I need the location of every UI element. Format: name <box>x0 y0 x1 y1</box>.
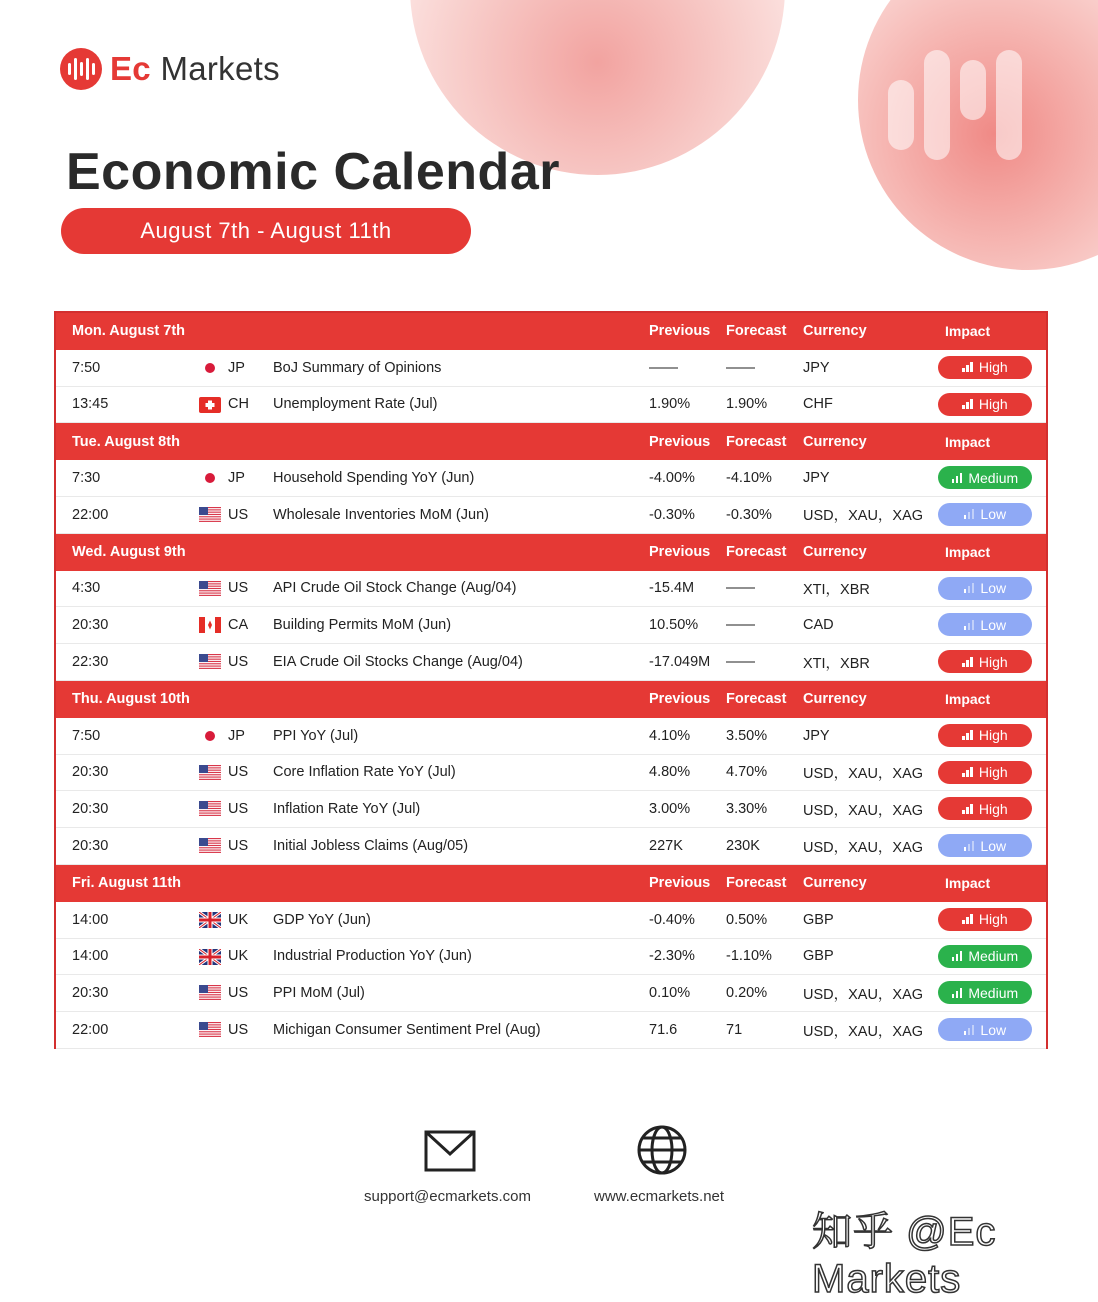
jp-flag-icon <box>199 728 221 744</box>
us-flag-icon <box>199 985 221 1001</box>
forecast-value: —— <box>726 359 755 376</box>
currency-list: JPY <box>803 470 830 487</box>
impact-label: Low <box>980 837 1007 854</box>
ca-flag-icon <box>199 617 221 633</box>
day-header-row <box>56 865 1046 902</box>
previous-value: -2.30% <box>649 948 695 965</box>
currency-list: USD，XAU，XAG <box>803 765 924 782</box>
country-code: CH <box>228 396 249 413</box>
ch-flag-icon <box>199 397 221 413</box>
currency-list: GBP <box>803 911 834 928</box>
column-previous: Previous <box>649 691 711 708</box>
logo-watermark-icon <box>888 50 1048 160</box>
previous-value: -0.30% <box>649 506 695 523</box>
forecast-value: 0.20% <box>726 985 768 1002</box>
signal-bars-icon <box>952 470 963 486</box>
event-time: 14:00 <box>72 948 109 965</box>
website-link[interactable]: www.ecmarkets.net <box>594 1188 725 1205</box>
previous-value: 4.80% <box>649 764 691 781</box>
column-currency: Currency <box>803 323 867 340</box>
currency-list: USD，XAU，XAG <box>803 802 924 819</box>
impact-label: High <box>978 396 1008 413</box>
impact-label: Medium <box>968 948 1019 965</box>
event-name: Unemployment Rate (Jul) <box>273 396 438 413</box>
forecast-value: —— <box>726 617 755 634</box>
event-name: Building Permits MoM (Jun) <box>273 617 452 634</box>
currency-list: JPY <box>803 727 830 744</box>
previous-value: 1.90% <box>649 396 691 413</box>
currency-list: XTI，XBR <box>803 655 870 672</box>
previous-value: -15.4M <box>649 580 695 597</box>
us-flag-icon <box>199 765 221 781</box>
column-impact: Impact <box>945 691 991 708</box>
country-code: US <box>228 764 249 781</box>
impact-badge <box>938 650 1032 673</box>
signal-bars-icon <box>952 985 963 1001</box>
impact-label: Low <box>980 616 1007 633</box>
country-code: UK <box>228 911 249 928</box>
day-label: Tue. August 8th <box>72 433 180 450</box>
signal-bars-icon <box>962 764 973 780</box>
event-row[interactable] <box>56 975 1046 1012</box>
event-time: 7:50 <box>72 727 101 744</box>
signal-bars-icon <box>964 506 975 522</box>
event-row[interactable] <box>56 607 1046 644</box>
currency-list: CHF <box>803 396 833 413</box>
uk-flag-icon <box>199 949 221 965</box>
column-forecast: Forecast <box>726 544 787 561</box>
impact-label: Low <box>980 580 1007 597</box>
country-code: US <box>228 654 249 671</box>
previous-value: -17.049M <box>649 654 711 671</box>
forecast-value: 230K <box>726 838 760 855</box>
email-icon <box>424 1130 476 1177</box>
impact-label: Medium <box>968 984 1019 1001</box>
signal-bars-icon <box>964 617 975 633</box>
day-label: Thu. August 10th <box>72 691 190 708</box>
event-name: Industrial Production YoY (Jun) <box>273 948 472 965</box>
event-name: API Crude Oil Stock Change (Aug/04) <box>273 580 517 597</box>
impact-badge <box>938 724 1032 747</box>
impact-badge <box>938 577 1032 600</box>
country-code: JP <box>228 470 245 487</box>
impact-label: Medium <box>968 469 1019 486</box>
event-time: 13:45 <box>72 396 109 413</box>
impact-label: High <box>978 764 1008 781</box>
signal-bars-icon <box>952 948 963 964</box>
event-row[interactable] <box>56 644 1046 681</box>
column-currency: Currency <box>803 691 867 708</box>
currency-list: USD，XAU，XAG <box>803 986 924 1003</box>
currency-list: JPY <box>803 359 830 376</box>
country-code: CA <box>228 617 249 634</box>
uk-flag-icon <box>199 912 221 928</box>
previous-value: -0.40% <box>649 911 695 928</box>
forecast-value: 0.50% <box>726 911 768 928</box>
column-currency: Currency <box>803 875 867 892</box>
event-row[interactable] <box>56 791 1046 828</box>
event-time: 20:30 <box>72 764 109 781</box>
impact-badge <box>938 908 1032 931</box>
day-header-row <box>56 681 1046 718</box>
event-time: 14:00 <box>72 911 109 928</box>
zhihu-watermark: 知乎 @Ec Markets <box>812 1210 997 1301</box>
event-name: EIA Crude Oil Stocks Change (Aug/04) <box>273 654 523 671</box>
country-code: JP <box>228 727 245 744</box>
forecast-value: 4.70% <box>726 764 768 781</box>
column-previous: Previous <box>649 323 711 340</box>
event-row[interactable] <box>56 387 1046 424</box>
previous-value: 227K <box>649 838 683 855</box>
impact-badge <box>938 356 1032 379</box>
event-time: 4:30 <box>72 580 101 597</box>
forecast-value: -4.10% <box>726 470 772 487</box>
country-code: UK <box>228 948 249 965</box>
previous-value: —— <box>649 359 678 376</box>
event-row[interactable] <box>56 571 1046 608</box>
impact-badge <box>938 981 1032 1004</box>
event-row[interactable] <box>56 902 1046 939</box>
day-label: Mon. August 7th <box>72 323 186 340</box>
jp-flag-icon <box>199 360 221 376</box>
impact-badge <box>938 466 1032 489</box>
currency-list: XTI，XBR <box>803 581 870 598</box>
impact-badge <box>938 761 1032 784</box>
event-row[interactable] <box>56 1012 1046 1049</box>
forecast-value: 71 <box>726 1022 743 1039</box>
impact-badge <box>938 503 1032 526</box>
event-row[interactable] <box>56 755 1046 792</box>
impact-label: High <box>978 911 1008 928</box>
support-email-link[interactable]: support@ecmarkets.com <box>364 1188 531 1205</box>
event-row[interactable] <box>56 939 1046 976</box>
impact-badge <box>938 945 1032 968</box>
country-code: US <box>228 985 249 1002</box>
forecast-value: 3.50% <box>726 727 768 744</box>
signal-bars-icon <box>964 838 975 854</box>
signal-bars-icon <box>964 1022 975 1038</box>
forecast-value: -0.30% <box>726 506 772 523</box>
column-currency: Currency <box>803 544 867 561</box>
signal-bars-icon <box>962 654 973 670</box>
event-time: 20:30 <box>72 801 109 818</box>
event-time: 7:50 <box>72 359 101 376</box>
us-flag-icon <box>199 507 221 523</box>
forecast-value: 1.90% <box>726 396 768 413</box>
column-forecast: Forecast <box>726 323 787 340</box>
brand-logo[interactable] <box>60 48 280 90</box>
us-flag-icon <box>199 838 221 854</box>
column-forecast: Forecast <box>726 875 787 892</box>
event-time: 20:30 <box>72 617 109 634</box>
event-row[interactable] <box>56 460 1046 497</box>
column-currency: Currency <box>803 433 867 450</box>
column-previous: Previous <box>649 875 711 892</box>
event-row[interactable] <box>56 718 1046 755</box>
country-code: US <box>228 506 249 523</box>
previous-value: -4.00% <box>649 470 695 487</box>
impact-badge <box>938 834 1032 857</box>
event-name: Core Inflation Rate YoY (Jul) <box>273 764 456 781</box>
previous-value: 4.10% <box>649 727 691 744</box>
date-range-badge: August 7th - August 11th <box>61 208 471 254</box>
impact-label: High <box>978 727 1008 744</box>
currency-list: CAD <box>803 617 834 634</box>
signal-bars-icon <box>962 801 973 817</box>
currency-list: USD，XAU，XAG <box>803 1023 924 1040</box>
currency-list: USD，XAU，XAG <box>803 839 924 856</box>
decorative-circle-right <box>858 0 1098 270</box>
column-impact: Impact <box>945 433 991 450</box>
previous-value: 10.50% <box>649 617 699 634</box>
event-name: GDP YoY (Jun) <box>273 911 371 928</box>
event-name: BoJ Summary of Opinions <box>273 359 442 376</box>
event-name: PPI MoM (Jul) <box>273 985 365 1002</box>
globe-icon <box>636 1124 688 1181</box>
column-forecast: Forecast <box>726 433 787 450</box>
country-code: US <box>228 838 249 855</box>
impact-label: Low <box>980 1021 1007 1038</box>
impact-label: Low <box>980 506 1007 523</box>
event-time: 22:00 <box>72 506 109 523</box>
ec-markets-logo-icon <box>60 48 102 90</box>
event-name: PPI YoY (Jul) <box>273 727 359 744</box>
event-row[interactable] <box>56 828 1046 865</box>
us-flag-icon <box>199 801 221 817</box>
us-flag-icon <box>199 654 221 670</box>
country-code: JP <box>228 359 245 376</box>
event-time: 20:30 <box>72 838 109 855</box>
column-impact: Impact <box>945 875 991 892</box>
impact-badge <box>938 797 1032 820</box>
day-header-row <box>56 313 1046 350</box>
country-code: US <box>228 1022 249 1039</box>
page-title: Economic Calendar <box>66 143 560 201</box>
us-flag-icon <box>199 581 221 597</box>
jp-flag-icon <box>199 470 221 486</box>
previous-value: 3.00% <box>649 801 691 818</box>
day-header-row <box>56 423 1046 460</box>
event-time: 20:30 <box>72 985 109 1002</box>
country-code: US <box>228 580 249 597</box>
previous-value: 0.10% <box>649 985 691 1002</box>
signal-bars-icon <box>962 727 973 743</box>
event-name: Wholesale Inventories MoM (Jun) <box>273 506 489 523</box>
column-impact: Impact <box>945 544 991 561</box>
currency-list: GBP <box>803 948 834 965</box>
event-time: 22:00 <box>72 1022 109 1039</box>
event-time: 7:30 <box>72 470 101 487</box>
event-name: Initial Jobless Claims (Aug/05) <box>273 838 469 855</box>
economic-calendar-table <box>54 311 1048 1049</box>
event-row[interactable] <box>56 350 1046 387</box>
event-name: Household Spending YoY (Jun) <box>273 470 475 487</box>
forecast-value: —— <box>726 580 755 597</box>
day-label: Fri. August 11th <box>72 875 182 892</box>
brand-name: Ec Markets <box>110 50 280 87</box>
us-flag-icon <box>199 1022 221 1038</box>
impact-label: High <box>978 800 1008 817</box>
signal-bars-icon <box>964 580 975 596</box>
currency-list: USD，XAU，XAG <box>803 508 924 525</box>
impact-badge <box>938 1018 1032 1041</box>
signal-bars-icon <box>962 396 973 412</box>
column-previous: Previous <box>649 433 711 450</box>
signal-bars-icon <box>962 359 973 375</box>
day-header-row <box>56 534 1046 571</box>
forecast-value: -1.10% <box>726 948 772 965</box>
column-previous: Previous <box>649 544 711 561</box>
impact-label: High <box>978 653 1008 670</box>
signal-bars-icon <box>962 911 973 927</box>
event-name: Michigan Consumer Sentiment Prel (Aug) <box>273 1022 541 1039</box>
event-name: Inflation Rate YoY (Jul) <box>273 801 421 818</box>
previous-value: 71.6 <box>649 1022 678 1039</box>
event-time: 22:30 <box>72 654 109 671</box>
country-code: US <box>228 801 249 818</box>
impact-label: High <box>978 359 1008 376</box>
impact-badge <box>938 393 1032 416</box>
column-forecast: Forecast <box>726 691 787 708</box>
event-row[interactable] <box>56 497 1046 534</box>
forecast-value: 3.30% <box>726 801 768 818</box>
impact-badge <box>938 613 1032 636</box>
column-impact: Impact <box>945 323 991 340</box>
day-label: Wed. August 9th <box>72 544 186 561</box>
forecast-value: —— <box>726 654 755 671</box>
